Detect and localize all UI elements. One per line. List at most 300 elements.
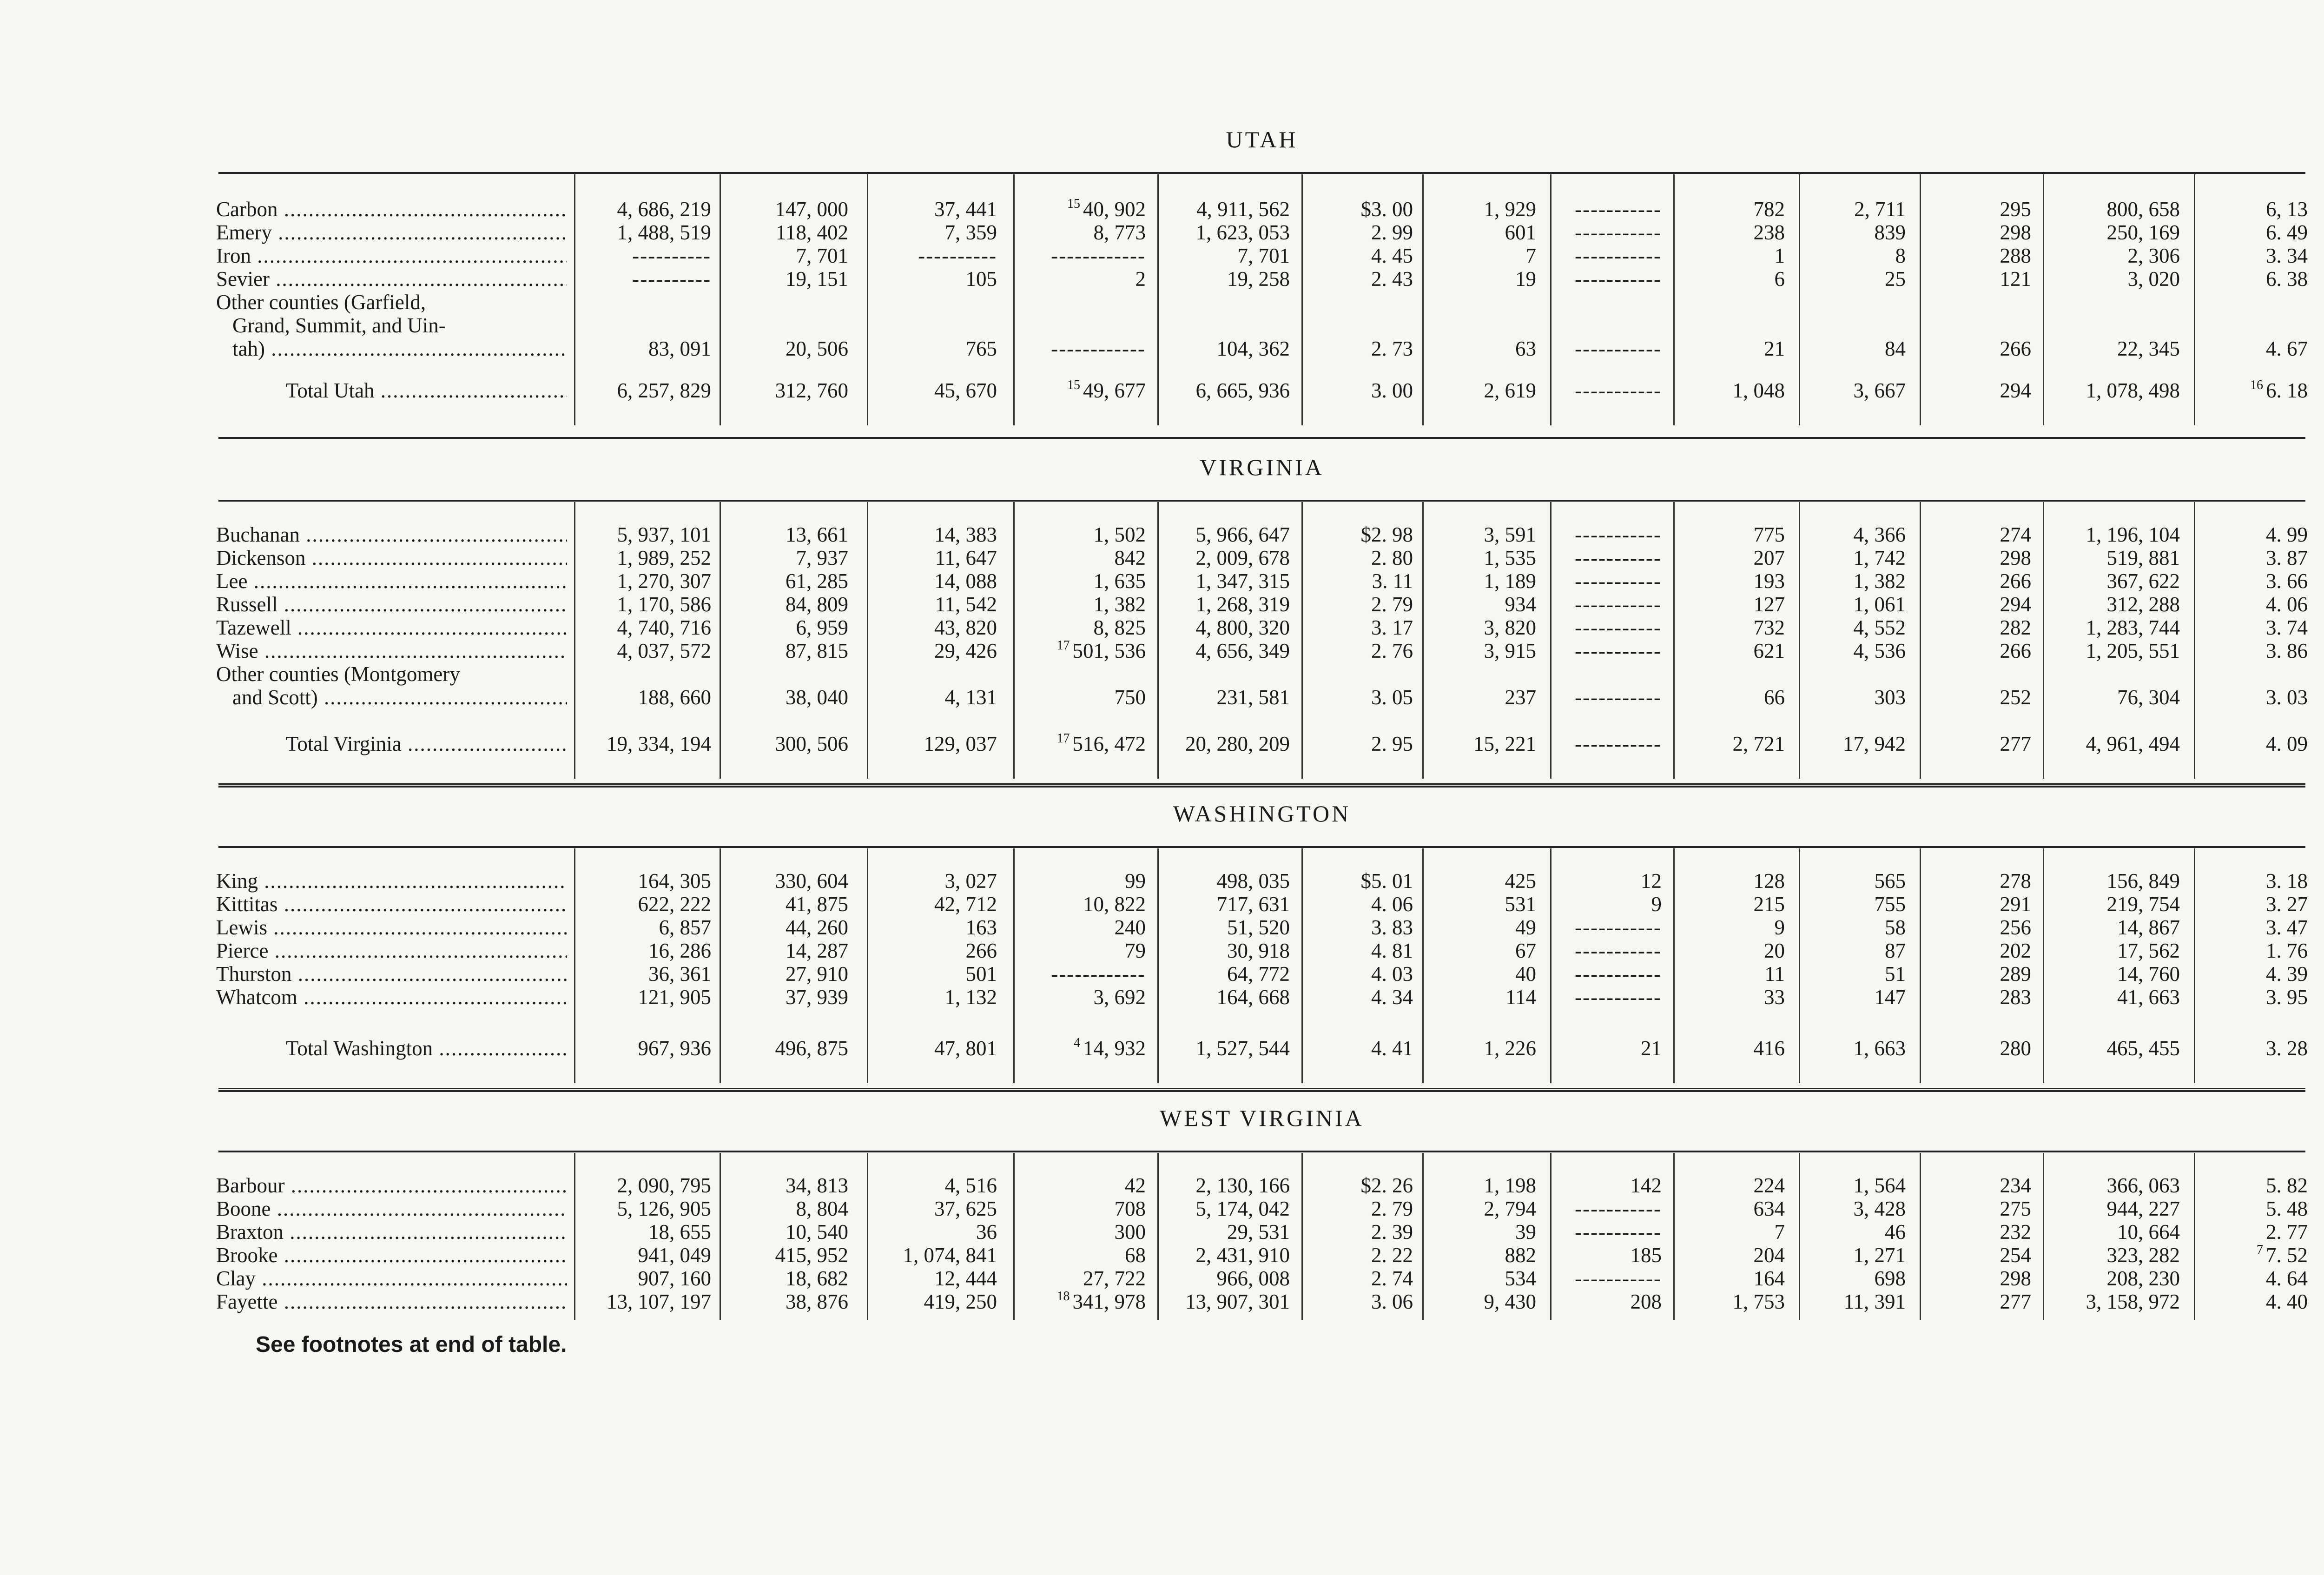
- table-cell: 3. 86: [2266, 639, 2308, 662]
- county-name: Carbon .....: [216, 198, 567, 221]
- table-cell: 104, 362: [1216, 337, 1290, 360]
- table-row: [0, 198, 2324, 221]
- table-cell: 46: [1885, 1220, 1906, 1244]
- table-cell: 4. 09: [2266, 732, 2308, 755]
- empty-cell-leader: ----------: [632, 267, 711, 291]
- table-cell: $2. 26: [1360, 1174, 1413, 1197]
- table-cell: 3. 95: [2266, 986, 2308, 1009]
- table-cell: 252: [2000, 686, 2031, 709]
- table-cell: 7, 701: [1237, 244, 1290, 267]
- section-title-washington: WASHINGTON: [1173, 801, 1351, 827]
- table-cell: 425: [1505, 869, 1536, 893]
- footnote-marker: 15: [1067, 378, 1080, 392]
- table-cell: 1, 270, 307: [617, 569, 711, 593]
- section-rule: [218, 172, 2305, 174]
- table-cell: 622, 222: [638, 893, 711, 916]
- empty-cell-leader: -----------: [1575, 916, 1662, 939]
- table-cell: [1554, 1267, 1662, 1290]
- table-cell: 4. 39: [2266, 962, 2308, 986]
- table-row: [0, 1197, 2324, 1220]
- table-cell: 750: [1114, 686, 1146, 709]
- section-title-virginia: VIRGINIA: [1200, 454, 1324, 480]
- cell-value: 7. 52: [2266, 1244, 2308, 1267]
- county-name: Sevier .....: [216, 267, 567, 291]
- table-cell: 416: [1753, 1037, 1785, 1060]
- table-cell: 67: [1515, 939, 1536, 962]
- table-cell: [1554, 986, 1662, 1009]
- table-cell: [1554, 337, 1662, 360]
- table-cell: 621: [1753, 639, 1785, 662]
- table-cell: 300, 506: [775, 732, 848, 755]
- table-cell: 13, 107, 197: [607, 1290, 711, 1313]
- table-cell: 283: [2000, 986, 2031, 1009]
- table-cell: [1554, 616, 1662, 639]
- table-cell: 800, 658: [2106, 198, 2180, 221]
- county-name: Barbour .....: [216, 1174, 567, 1197]
- table-cell: 11: [1764, 962, 1785, 986]
- table-cell: 142: [1630, 1174, 1662, 1197]
- table-cell: 6, 13: [2266, 198, 2308, 221]
- table-cell: 41, 875: [786, 893, 848, 916]
- county-name: Russell .....: [216, 593, 567, 616]
- table-cell: [1017, 732, 1146, 755]
- footnote-marker: 17: [1056, 731, 1070, 746]
- table-cell: 7: [1774, 1220, 1785, 1244]
- table-cell: 4. 40: [2266, 1290, 2308, 1313]
- table-cell: 300: [1114, 1220, 1146, 1244]
- table-cell: 534: [1505, 1267, 1536, 1290]
- table-cell: 6, 959: [796, 616, 848, 639]
- table-cell: 1, 271: [1853, 1244, 1906, 1267]
- table-cell: [2198, 379, 2308, 402]
- total-label: Total Utah .....: [216, 379, 567, 402]
- table-cell: 147: [1874, 986, 1906, 1009]
- table-cell: [1017, 1290, 1146, 1313]
- table-cell: 12, 444: [934, 1267, 997, 1290]
- table-cell: 156, 849: [2106, 869, 2180, 893]
- table-row: [0, 916, 2324, 939]
- table-cell: 12: [1641, 869, 1662, 893]
- table-cell: 295: [2000, 198, 2031, 221]
- table-cell: 9, 430: [1484, 1290, 1536, 1313]
- table-cell: [1017, 337, 1146, 360]
- table-cell: 3. 18: [2266, 869, 2308, 893]
- table-row: [0, 569, 2324, 593]
- table-cell: 4, 911, 562: [1196, 198, 1290, 221]
- table-cell: 25: [1885, 267, 1906, 291]
- table-cell: 87, 815: [786, 639, 848, 662]
- table-cell: 882: [1505, 1244, 1536, 1267]
- table-cell: 1, 132: [944, 986, 997, 1009]
- table-cell: 323, 282: [2106, 1244, 2180, 1267]
- table-cell: 4, 686, 219: [617, 198, 711, 221]
- table-cell: 3, 020: [2127, 267, 2180, 291]
- empty-cell-leader: -----------: [1575, 986, 1662, 1009]
- table-row: [0, 267, 2324, 291]
- table-cell: 8, 773: [1093, 221, 1146, 244]
- table-cell: 27, 722: [1083, 1267, 1146, 1290]
- table-cell: 2, 431, 910: [1195, 1244, 1290, 1267]
- table-cell: 42, 712: [934, 893, 997, 916]
- table-cell: 224: [1753, 1174, 1785, 1197]
- table-row: [0, 893, 2324, 916]
- table-cell: 49: [1515, 916, 1536, 939]
- table-cell: 274: [2000, 523, 2031, 546]
- county-name: and Scott) .....: [216, 686, 567, 709]
- table-cell: 76, 304: [2117, 686, 2180, 709]
- table-cell: 10, 664: [2117, 1220, 2180, 1244]
- table-cell: 36, 361: [648, 962, 711, 986]
- table-cell: 58: [1885, 916, 1906, 939]
- table-cell: 934: [1505, 593, 1536, 616]
- table-cell: 531: [1505, 893, 1536, 916]
- table-cell: 941, 049: [638, 1244, 711, 1267]
- table-cell: [1554, 379, 1662, 402]
- empty-cell-leader: -----------: [1575, 686, 1662, 709]
- table-cell: [1554, 686, 1662, 709]
- table-cell: 6, 257, 829: [617, 379, 711, 402]
- table-cell: 7, 937: [796, 546, 848, 569]
- table-cell: 127: [1753, 593, 1785, 616]
- table-cell: 68: [1125, 1244, 1146, 1267]
- table-cell: 501: [965, 962, 997, 986]
- table-cell: 498, 035: [1216, 869, 1290, 893]
- table-cell: 29, 426: [934, 639, 997, 662]
- table-cell: 202: [2000, 939, 2031, 962]
- table-cell: 38, 876: [786, 1290, 848, 1313]
- table-cell: 1, 564: [1853, 1174, 1906, 1197]
- table-cell: 84: [1885, 337, 1906, 360]
- table-row: [0, 686, 2324, 709]
- table-cell: 4, 961, 494: [2086, 732, 2180, 755]
- table-cell: 298: [2000, 546, 2031, 569]
- table-cell: 4, 800, 320: [1195, 616, 1290, 639]
- table-cell: 20, 280, 209: [1185, 732, 1290, 755]
- cell-value: 40, 902: [1083, 198, 1146, 221]
- table-cell: 4. 81: [1371, 939, 1413, 962]
- county-name: Braxton .....: [216, 1220, 567, 1244]
- table-cell: 266: [2000, 639, 2031, 662]
- empty-cell-leader: -----------: [1575, 593, 1662, 616]
- table-row: [0, 593, 2324, 616]
- table-cell: 4, 037, 572: [617, 639, 711, 662]
- empty-cell-leader: ------------: [1051, 244, 1146, 267]
- table-cell: 114: [1505, 986, 1536, 1009]
- table-cell: $2. 98: [1360, 523, 1413, 546]
- table-cell: 1, 635: [1093, 569, 1146, 593]
- table-cell: 232: [2000, 1220, 2031, 1244]
- table-cell: 204: [1753, 1244, 1785, 1267]
- table-cell: 10, 822: [1083, 893, 1146, 916]
- table-cell: 83, 091: [648, 337, 711, 360]
- county-name: King .....: [216, 869, 567, 893]
- table-cell: [871, 244, 997, 267]
- table-cell: 2. 80: [1371, 546, 1413, 569]
- table-cell: 3, 428: [1853, 1197, 1906, 1220]
- table-cell: 79: [1125, 939, 1146, 962]
- empty-cell-leader: -----------: [1575, 939, 1662, 962]
- table-cell: 1. 76: [2266, 939, 2308, 962]
- table-cell: 2, 619: [1484, 379, 1536, 402]
- section-rule: [218, 1151, 2305, 1152]
- table-cell: 565: [1874, 869, 1906, 893]
- county-name: Thurston .....: [216, 962, 567, 986]
- table-cell: 37, 939: [786, 986, 848, 1009]
- table-cell: [1017, 198, 1146, 221]
- table-row: [0, 244, 2324, 267]
- table-cell: 240: [1114, 916, 1146, 939]
- table-cell: 237: [1505, 686, 1536, 709]
- county-name: Tazewell .....: [216, 616, 567, 639]
- table-cell: 5, 174, 042: [1195, 1197, 1290, 1220]
- table-cell: 2. 95: [1371, 732, 1413, 755]
- empty-cell-leader: -----------: [1575, 962, 1662, 986]
- table-cell: 164, 668: [1216, 986, 1290, 1009]
- table-cell: 2, 130, 166: [1195, 1174, 1290, 1197]
- table-cell: [1554, 593, 1662, 616]
- table-cell: [1554, 569, 1662, 593]
- table-row: [0, 1220, 2324, 1244]
- county-name: Grand, Summit, and Uin-: [232, 314, 446, 337]
- table-row: [0, 291, 2324, 314]
- county-name: Brooke .....: [216, 1244, 567, 1267]
- table-cell: 234: [2000, 1174, 2031, 1197]
- table-cell: 1, 268, 319: [1195, 593, 1290, 616]
- table-cell: 2. 22: [1371, 1244, 1413, 1267]
- table-cell: 5, 937, 101: [617, 523, 711, 546]
- table-cell: 13, 907, 301: [1185, 1290, 1290, 1313]
- table-cell: 1, 623, 053: [1195, 221, 1290, 244]
- table-cell: 4. 34: [1371, 986, 1413, 1009]
- table-cell: 5. 82: [2266, 1174, 2308, 1197]
- table-cell: 465, 455: [2106, 1037, 2180, 1060]
- table-cell: 19: [1515, 267, 1536, 291]
- table-cell: 3, 692: [1093, 986, 1146, 1009]
- table-cell: 6, 857: [659, 916, 711, 939]
- table-cell: 1, 078, 498: [2086, 379, 2180, 402]
- table-cell: 2. 77: [2266, 1220, 2308, 1244]
- table-cell: 1, 048: [1732, 379, 1785, 402]
- table-cell: 1, 382: [1853, 569, 1906, 593]
- table-cell: 44, 260: [786, 916, 848, 939]
- table-cell: 3. 05: [1371, 686, 1413, 709]
- section-rule: [218, 500, 2305, 502]
- table-cell: 967, 936: [638, 1037, 711, 1060]
- table-cell: 1, 283, 744: [2086, 616, 2180, 639]
- table-cell: 2, 721: [1732, 732, 1785, 755]
- table-cell: 238: [1753, 221, 1785, 244]
- table-cell: 18, 682: [786, 1267, 848, 1290]
- table-cell: 4. 99: [2266, 523, 2308, 546]
- table-cell: 256: [2000, 916, 2031, 939]
- table-cell: 87: [1885, 939, 1906, 962]
- table-cell: 2: [1135, 267, 1146, 291]
- table-cell: 10, 540: [786, 1220, 848, 1244]
- table-cell: 30, 918: [1227, 939, 1290, 962]
- cell-value: 501, 536: [1072, 639, 1146, 662]
- empty-cell-leader: -----------: [1575, 379, 1662, 402]
- table-cell: 40: [1515, 962, 1536, 986]
- table-cell: 1, 170, 586: [617, 593, 711, 616]
- table-cell: 1, 488, 519: [617, 221, 711, 244]
- table-cell: 4. 06: [2266, 593, 2308, 616]
- cell-value: 341, 978: [1072, 1290, 1146, 1313]
- table-cell: 51: [1885, 962, 1906, 986]
- table-cell: 3, 027: [944, 869, 997, 893]
- county-name: Clay .....: [216, 1267, 567, 1290]
- table-cell: 266: [2000, 337, 2031, 360]
- table-cell: 1, 347, 315: [1195, 569, 1290, 593]
- empty-cell-leader: -----------: [1575, 639, 1662, 662]
- table-cell: 3. 17: [1371, 616, 1413, 639]
- table-cell: 20: [1764, 939, 1785, 962]
- table-cell: 250, 169: [2106, 221, 2180, 244]
- table-cell: 37, 441: [934, 198, 997, 221]
- table-row: [0, 662, 2324, 686]
- table-cell: 266: [2000, 569, 2031, 593]
- table-cell: 14, 287: [786, 939, 848, 962]
- table-cell: [1554, 732, 1662, 755]
- table-cell: 27, 910: [786, 962, 848, 986]
- table-cell: 164: [1753, 1267, 1785, 1290]
- table-cell: 419, 250: [924, 1290, 997, 1313]
- table-cell: 519, 881: [2106, 546, 2180, 569]
- cell-value: 516, 472: [1072, 732, 1146, 755]
- table-cell: 61, 285: [786, 569, 848, 593]
- table-cell: 254: [2000, 1244, 2031, 1267]
- table-cell: 1, 196, 104: [2086, 523, 2180, 546]
- table-cell: [1554, 639, 1662, 662]
- table-cell: 1, 742: [1853, 546, 1906, 569]
- table-cell: 2, 090, 795: [617, 1174, 711, 1197]
- table-cell: [1017, 244, 1146, 267]
- footnote-marker: 4: [1074, 1036, 1080, 1050]
- table-cell: 839: [1874, 221, 1906, 244]
- table-cell: 291: [2000, 893, 2031, 916]
- table-row: [0, 616, 2324, 639]
- county-name: Pierce .....: [216, 939, 567, 962]
- table-cell: 38, 040: [786, 686, 848, 709]
- table-cell: 6, 665, 936: [1195, 379, 1290, 402]
- table-cell: 14, 383: [934, 523, 997, 546]
- section-title-utah: UTAH: [1226, 126, 1298, 152]
- table-cell: 1, 382: [1093, 593, 1146, 616]
- table-cell: 5. 48: [2266, 1197, 2308, 1220]
- table-cell: 16, 286: [648, 939, 711, 962]
- total-row: [0, 732, 2324, 755]
- table-cell: 282: [2000, 616, 2031, 639]
- table-cell: 17, 562: [2117, 939, 2180, 962]
- table-cell: 147, 000: [775, 198, 848, 221]
- table-cell: 1, 989, 252: [617, 546, 711, 569]
- table-cell: 966, 008: [1216, 1267, 1290, 1290]
- table-cell: 3. 83: [1371, 916, 1413, 939]
- table-cell: 164, 305: [638, 869, 711, 893]
- table-cell: 289: [2000, 962, 2031, 986]
- table-cell: 5, 966, 647: [1195, 523, 1290, 546]
- table-cell: 634: [1753, 1197, 1785, 1220]
- table-cell: 20, 506: [786, 337, 848, 360]
- table-cell: 45, 670: [934, 379, 997, 402]
- table-cell: 3. 34: [2266, 244, 2308, 267]
- empty-cell-leader: -----------: [1575, 267, 1662, 291]
- table-cell: 1, 205, 551: [2086, 639, 2180, 662]
- table-cell: 842: [1114, 546, 1146, 569]
- table-cell: 4. 41: [1371, 1037, 1413, 1060]
- table-cell: 15, 221: [1473, 732, 1536, 755]
- footnote-marker: 16: [2250, 378, 2263, 392]
- county-name: Buchanan .....: [216, 523, 567, 546]
- table-row: [0, 337, 2324, 360]
- footnote-marker: 7: [2257, 1243, 2263, 1257]
- table-cell: 775: [1753, 523, 1785, 546]
- empty-cell-leader: -----------: [1575, 221, 1662, 244]
- table-cell: [1554, 221, 1662, 244]
- table-cell: 121: [2000, 267, 2031, 291]
- county-name: Fayette .....: [216, 1290, 567, 1313]
- table-cell: 14, 760: [2117, 962, 2180, 986]
- table-cell: [2198, 1244, 2308, 1267]
- table-cell: 13, 661: [786, 523, 848, 546]
- table-cell: 3. 11: [1372, 569, 1413, 593]
- table-cell: 207: [1753, 546, 1785, 569]
- section-rule: [218, 786, 2305, 788]
- county-name: Iron .....: [216, 244, 567, 267]
- table-cell: 288: [2000, 244, 2031, 267]
- table-cell: 6. 38: [2266, 267, 2308, 291]
- table-cell: 4. 64: [2266, 1267, 2308, 1290]
- table-cell: 2. 76: [1371, 639, 1413, 662]
- empty-cell-leader: ----------: [918, 244, 997, 267]
- table-cell: 47, 801: [934, 1037, 997, 1060]
- table-row: [0, 869, 2324, 893]
- table-cell: 208, 230: [2106, 1267, 2180, 1290]
- table-cell: 21: [1764, 337, 1785, 360]
- empty-cell-leader: -----------: [1575, 569, 1662, 593]
- table-cell: 294: [2000, 379, 2031, 402]
- table-cell: 1, 929: [1484, 198, 1536, 221]
- table-cell: 1, 198: [1484, 1174, 1536, 1197]
- table-cell: 39: [1515, 1220, 1536, 1244]
- empty-cell-leader: ------------: [1051, 337, 1146, 360]
- table-cell: 3, 667: [1853, 379, 1906, 402]
- table-cell: 298: [2000, 1267, 2031, 1290]
- table-cell: 782: [1753, 198, 1785, 221]
- table-cell: 43, 820: [934, 616, 997, 639]
- table-cell: 366, 063: [2106, 1174, 2180, 1197]
- county-name: Lewis .....: [216, 916, 567, 939]
- table-cell: 2. 73: [1371, 337, 1413, 360]
- table-cell: 708: [1114, 1197, 1146, 1220]
- table-cell: 215: [1753, 893, 1785, 916]
- table-cell: 944, 227: [2106, 1197, 2180, 1220]
- table-cell: 193: [1753, 569, 1785, 593]
- table-cell: 118, 402: [776, 221, 848, 244]
- table-cell: 1: [1774, 244, 1785, 267]
- table-row: [0, 1290, 2324, 1313]
- empty-cell-leader: -----------: [1575, 337, 1662, 360]
- table-cell: 14, 088: [934, 569, 997, 593]
- table-cell: 4, 516: [944, 1174, 997, 1197]
- section-rule: [218, 1090, 2305, 1092]
- table-cell: $3. 00: [1360, 198, 1413, 221]
- table-cell: 41, 663: [2117, 986, 2180, 1009]
- table-cell: 4, 656, 349: [1195, 639, 1290, 662]
- table-row: [0, 221, 2324, 244]
- table-cell: [578, 267, 711, 291]
- table-cell: 4, 131: [944, 686, 997, 709]
- table-cell: 22, 345: [2117, 337, 2180, 360]
